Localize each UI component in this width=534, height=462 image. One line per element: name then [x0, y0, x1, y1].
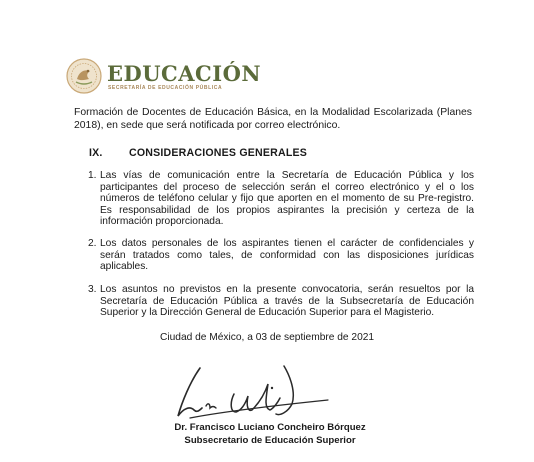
list-item [88, 284, 474, 319]
section-heading [89, 147, 307, 159]
list-item [88, 170, 474, 228]
list-item-number: 2. [88, 238, 97, 249]
list-item-text: Las vías de comunicación entre la Secretaría de Educación Pública y los participantes del proceso de selección serán el correo electrónico y el o los números de teléfono celular y fijo que aporten en el momento de su Pre-registro. Es responsabilidad de los propios aspirantes la precisión y certeza de la información proporcionada. [100, 170, 474, 228]
logo-wordmark: EDUCACIÓN [107, 61, 262, 86]
signer-name: Dr. Francisco Luciano Concheiro Bórquez [174, 422, 366, 433]
list-item-number: 3. [88, 284, 97, 295]
logo-subtitle: SECRETARÍA DE EDUCACIÓN PÚBLICA [108, 85, 223, 91]
list-item-text: Los datos personales de los aspirantes tienen el carácter de confidenciales y serán tratados como tales, de conformidad con las disposiciones jurídicas aplicables. [100, 238, 474, 273]
list-item [88, 238, 474, 273]
list-item-text: Los asuntos no previstos en la presente convocatoria, serán resueltos por la Secretaría de Educación Pública a través de la Subsecretaría de Educación Superior y la Dirección General de Educación Superior para el Magisterio. [100, 284, 474, 319]
signer-block [160, 422, 380, 447]
section-title: CONSIDERACIONES GENERALES [129, 147, 308, 159]
intro-paragraph: Formación de Docentes de Educación Básica, en la Modalidad Escolarizada (Planes 2018), en sede que será notificada por correo electrónico. [74, 107, 472, 131]
list-item-number: 1. [88, 170, 97, 181]
national-seal-icon [66, 58, 102, 94]
handwritten-signature [160, 362, 330, 424]
signer-role: Subsecretario de Educación Superior [184, 434, 356, 446]
section-number: IX. [89, 147, 103, 159]
date-line: Ciudad de México, a 03 de septiembre de 2021 [160, 332, 375, 343]
sep-logo [66, 58, 262, 98]
